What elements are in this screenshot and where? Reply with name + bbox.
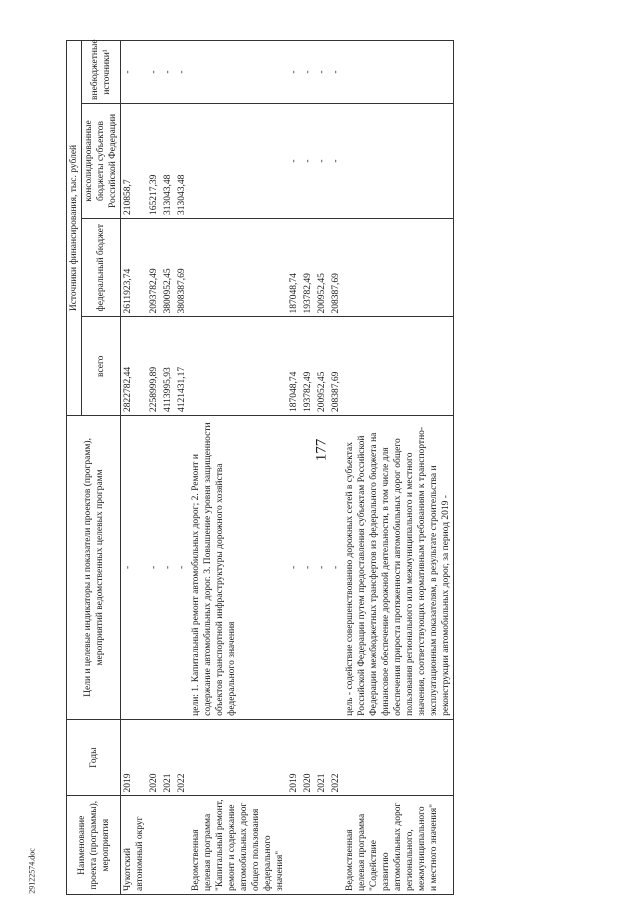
header-years: Годы: [67, 719, 121, 796]
cell-federal: [189, 218, 287, 317]
cell-federal: 3800952,45: [161, 218, 175, 317]
financing-table: [66, 40, 454, 895]
cell-year: 2020: [147, 719, 161, 796]
table-row: [301, 41, 315, 895]
rotated-table-wrapper: [66, 40, 566, 895]
cell-goal: цели: 1. Капитальный ремонт автомобильных дорог; 2. Ремонт и содержание автомобильных дорог. 3. Повышение уровня защищенности объектов транспортной инфраструктуры дорожного хозяйства федерального значения: [189, 416, 287, 720]
cell-federal: 208387,69: [329, 218, 343, 317]
cell-goal: -: [161, 416, 175, 720]
cell-total: 2822782,44: [121, 317, 148, 416]
table-row: [343, 41, 454, 895]
cell-federal: 2093782,49: [147, 218, 161, 317]
cell-regional: [189, 104, 287, 219]
cell-goal: -: [329, 416, 343, 720]
cell-regional: -: [329, 104, 343, 219]
table-row: [175, 41, 189, 895]
cell-year: 2019: [121, 719, 148, 796]
cell-regional: 313043,48: [175, 104, 189, 219]
cell-goal: -: [287, 416, 301, 720]
cell-total: 2258999,89: [147, 317, 161, 416]
cell-name: Ведомственная целевая программа "Капитальный ремонт, ремонт и содержание автомобильных дорог общего пользования федерального значения": [189, 796, 287, 895]
header-extra: внебюджетные источники¹: [82, 41, 121, 104]
cell-total: [343, 317, 454, 416]
cell-regional: 165217,39: [147, 104, 161, 219]
cell-extra: -: [301, 41, 315, 104]
cell-federal: 200952,45: [315, 218, 329, 317]
table-row: [121, 41, 148, 895]
cell-year: 2022: [175, 719, 189, 796]
cell-federal: [343, 218, 454, 317]
header-name: Наименование проекта (программы), мероприятия: [67, 796, 121, 895]
cell-regional: [343, 104, 454, 219]
header-regional: консолидированные бюджеты субъектов Российской Федерации: [82, 104, 121, 219]
cell-goal: -: [175, 416, 189, 720]
header-federal: федеральный бюджет: [82, 218, 121, 317]
cell-extra: -: [287, 41, 301, 104]
cell-total: 187048,74: [287, 317, 301, 416]
cell-regional: -: [287, 104, 301, 219]
cell-extra: -: [329, 41, 343, 104]
table-row: [189, 41, 287, 895]
cell-extra: -: [315, 41, 329, 104]
table-body: [121, 41, 454, 895]
cell-name: [147, 796, 161, 895]
cell-regional: 210858,7: [121, 104, 148, 219]
cell-name: [315, 796, 329, 895]
cell-regional: 313043,48: [161, 104, 175, 219]
cell-name: [287, 796, 301, 895]
cell-federal: 187048,74: [287, 218, 301, 317]
header-goals: Цели и целевые индикаторы и показатели проектов (программ), мероприятий ведомственных целевых программ: [67, 416, 121, 720]
cell-goal: -: [121, 416, 148, 720]
cell-year: 2022: [329, 719, 343, 796]
cell-extra: -: [161, 41, 175, 104]
cell-total: 4113995,93: [161, 317, 175, 416]
table-row: [147, 41, 161, 895]
cell-name: [329, 796, 343, 895]
table-row: [161, 41, 175, 895]
cell-extra: -: [175, 41, 189, 104]
cell-year: 2019: [287, 719, 301, 796]
cell-year: [189, 719, 287, 796]
cell-name: [161, 796, 175, 895]
cell-total: 200952,45: [315, 317, 329, 416]
cell-name: Ведомственная целевая программа "Содействие развитию автомобильных дорог регионального, межмуниципального и местного значения": [343, 796, 454, 895]
cell-federal: 2611923,74: [121, 218, 148, 317]
cell-federal: 3808387,69: [175, 218, 189, 317]
cell-year: 2021: [315, 719, 329, 796]
cell-extra: -: [147, 41, 161, 104]
header-total: всего: [82, 317, 121, 416]
cell-extra: [189, 41, 287, 104]
cell-goal: -: [301, 416, 315, 720]
cell-total: 4121431,17: [175, 317, 189, 416]
cell-year: [343, 719, 454, 796]
cell-total: 193782,49: [301, 317, 315, 416]
page-number: 177: [313, 438, 330, 462]
cell-regional: -: [315, 104, 329, 219]
cell-extra: -: [121, 41, 148, 104]
cell-total: 208387,69: [329, 317, 343, 416]
footer: [12, 846, 52, 896]
cell-name: Чукотский автономный округ: [121, 796, 148, 895]
cell-federal: 193782,49: [301, 218, 315, 317]
table-row: [329, 41, 343, 895]
cell-name: [301, 796, 315, 895]
table-row: [315, 41, 329, 895]
table-row: [287, 41, 301, 895]
cell-total: [189, 317, 287, 416]
cell-goal: -: [147, 416, 161, 720]
cell-year: 2020: [301, 719, 315, 796]
cell-year: 2021: [161, 719, 175, 796]
cell-name: [175, 796, 189, 895]
cell-goal: цель - содействие совершенствованию дорожных сетей в субъектах Российской Федерации путем предоставления субъектам Российской Федерации межбюджетных трансфертов из федерального бюджета на финансовое обеспечение дорожной деятельности, в том числе для обеспечения прироста протяженности автомобильных дорог общего пользования регионального или межмуниципального и местного значения, соответствующих нормативным требованиям к транспортно-эксплуатационным показателям, в результате строительства и реконструкции автомобильных дорог, за период 2019 -: [343, 416, 454, 720]
cell-extra: [343, 41, 454, 104]
header-sources: Источники финансирования, тыс. рублей: [67, 41, 82, 416]
cell-regional: -: [301, 104, 315, 219]
cell-goal: -: [315, 416, 329, 720]
footer-filename: 29122574.doc: [27, 848, 37, 894]
